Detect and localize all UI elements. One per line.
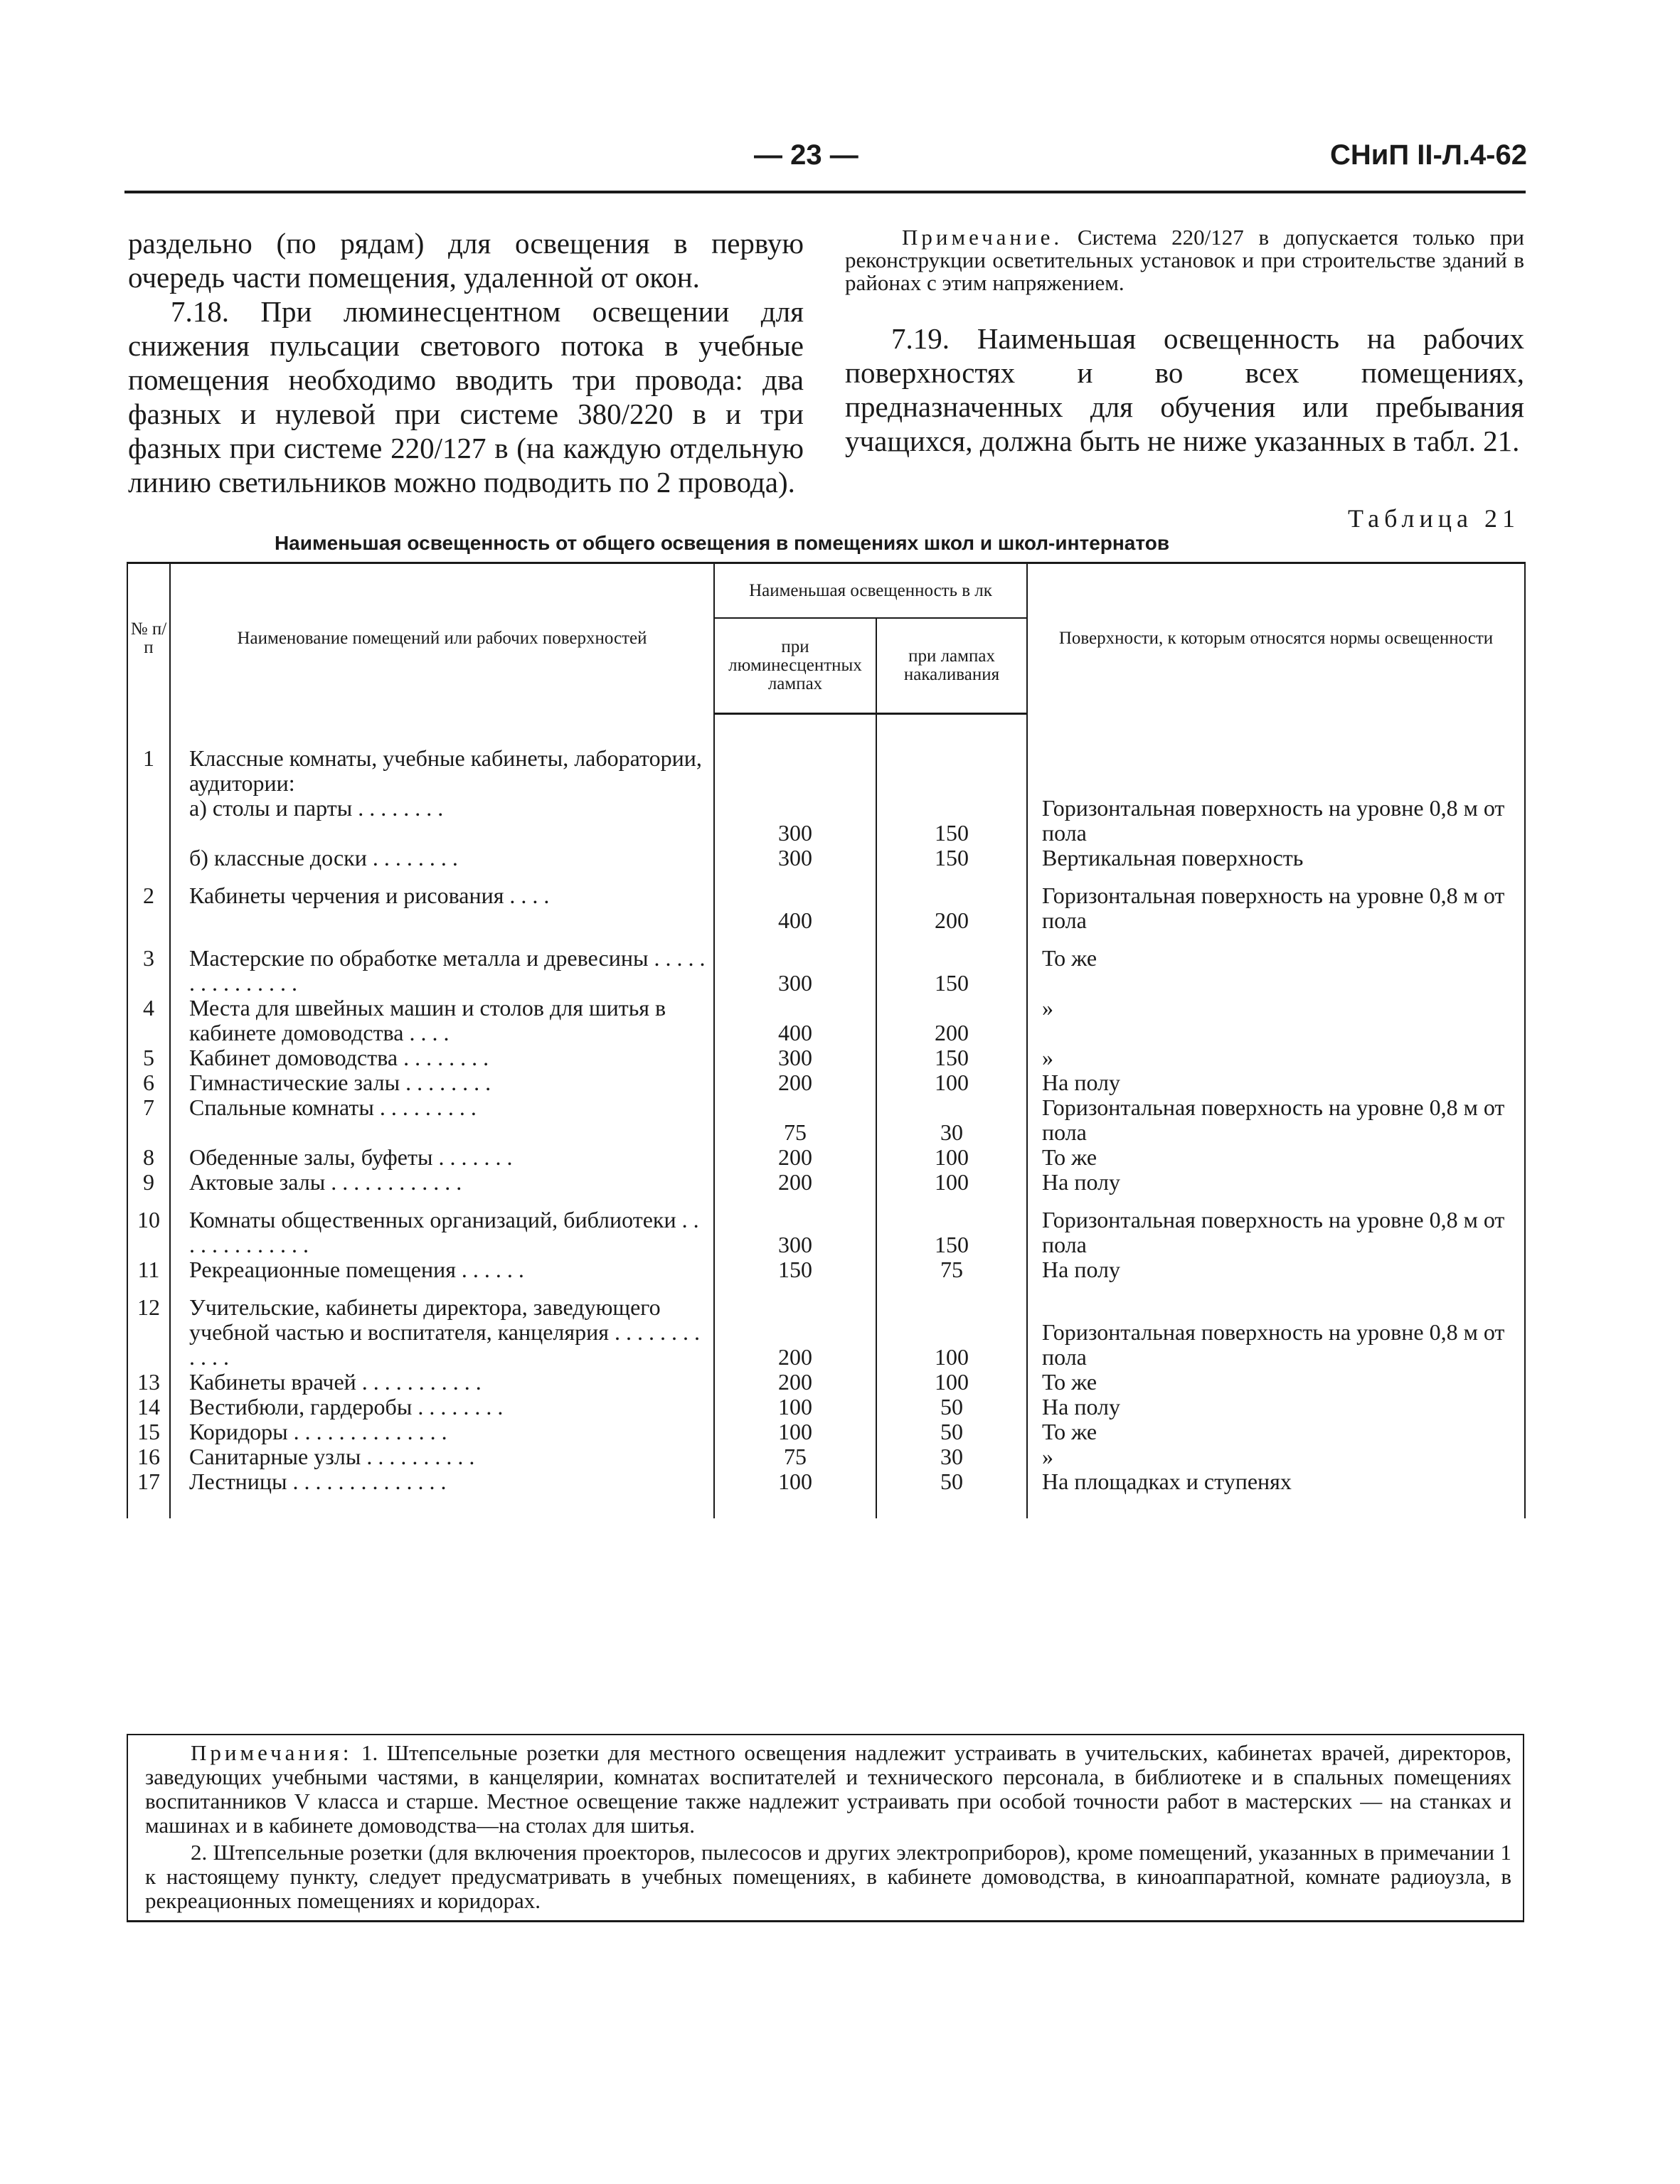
note-text: Система 220/127 в допускается только при реконструкции осветительных установок и при строительстве зданий в районах с этим напряжением. [845, 225, 1524, 295]
table-row [127, 870, 1525, 933]
table-row [127, 1070, 1525, 1095]
surface-description: » [1027, 996, 1525, 1045]
incandescent-value: 30 [876, 1095, 1027, 1145]
paragraph-continuation: раздельно (по рядам) для освещения в первую очередь части помещения, удаленной от окон. [128, 227, 804, 294]
row-number: 3 [127, 933, 170, 996]
surface-description [1027, 746, 1525, 796]
note-1 [145, 1741, 1511, 1838]
table-title: Наименьшая освещенность от общего освещения в помещениях школ и школ-интернатов [274, 532, 1170, 554]
fluorescent-value: 75 [714, 1444, 876, 1469]
table-row [127, 933, 1525, 996]
incandescent-value: 100 [876, 1170, 1027, 1195]
row-number: 15 [127, 1419, 170, 1444]
incandescent-value: 50 [876, 1469, 1027, 1494]
incandescent-value: 150 [876, 1195, 1027, 1257]
illumination-table [127, 562, 1526, 1518]
row-number: 6 [127, 1070, 170, 1095]
row-number: 17 [127, 1469, 170, 1494]
row-number: 4 [127, 996, 170, 1045]
surface-description: » [1027, 1045, 1525, 1070]
row-number: 16 [127, 1444, 170, 1469]
fluorescent-value: 300 [714, 796, 876, 846]
fluorescent-value: 400 [714, 996, 876, 1045]
surface-description: На полу [1027, 1170, 1525, 1195]
row-number: 1 [127, 746, 170, 796]
table-row [127, 846, 1525, 870]
room-name: б) классные доски . . . . . . . . [170, 846, 714, 870]
surface-description: Горизонтальная поверхность на уровне 0,8 м от пола [1027, 796, 1525, 846]
room-name: Классные комнаты, учебные кабинеты, лаборатории, аудитории: [170, 746, 714, 796]
surface-description: Горизонтальная поверхность на уровне 0,8 м от пола [1027, 1282, 1525, 1370]
right-column [845, 226, 1524, 458]
fluorescent-value: 100 [714, 1395, 876, 1419]
table-row [127, 746, 1525, 796]
header-num: № п/п [127, 563, 170, 714]
surface-description: » [1027, 1444, 1525, 1469]
fluorescent-value: 100 [714, 1469, 876, 1494]
surface-description: То же [1027, 1145, 1525, 1170]
paragraph-7-19: 7.19. Наименьшая освещенность на рабочих поверхностях и во всех помещениях, предназначенных для обучения или пребывания учащихся, должна быть не ниже указанных в табл. 21. [845, 322, 1524, 457]
fluorescent-value: 300 [714, 1045, 876, 1070]
table-row [127, 1170, 1525, 1195]
fluorescent-value: 300 [714, 933, 876, 996]
fluorescent-value: 300 [714, 846, 876, 870]
surface-description: Вертикальная поверхность [1027, 846, 1525, 870]
surface-description: То же [1027, 1419, 1525, 1444]
room-name: Коридоры . . . . . . . . . . . . . . [170, 1419, 714, 1444]
table-label: Таблица 21 [1348, 504, 1520, 533]
table-body [127, 713, 1525, 1518]
incandescent-value: 50 [876, 1395, 1027, 1419]
surface-description: То же [1027, 1370, 1525, 1395]
row-number: 9 [127, 1170, 170, 1195]
row-number: 14 [127, 1395, 170, 1419]
incandescent-value: 100 [876, 1282, 1027, 1370]
header-rule [124, 191, 1526, 193]
row-number: 11 [127, 1257, 170, 1282]
row-number [127, 796, 170, 846]
surface-description: На полу [1027, 1257, 1525, 1282]
room-name: Гимнастические залы . . . . . . . . [170, 1070, 714, 1095]
fluorescent-value: 200 [714, 1070, 876, 1095]
fluorescent-value: 200 [714, 1170, 876, 1195]
fluorescent-value: 150 [714, 1257, 876, 1282]
room-name: Места для швейных машин и столов для шитья в кабинете домоводства . . . . [170, 996, 714, 1045]
room-name: Учительские, кабинеты директора, заведующего учебной частью и воспитателя, канцелярия . . . . . . . . . . . . [170, 1282, 714, 1370]
left-column [128, 226, 804, 499]
table-row [127, 1370, 1525, 1395]
surface-description: На полу [1027, 1070, 1525, 1095]
row-number: 10 [127, 1195, 170, 1257]
notes-section [127, 1734, 1524, 1922]
document-code: СНиП II-Л.4-62 [1329, 139, 1527, 171]
fluorescent-value: 75 [714, 1095, 876, 1145]
header-incandescent: при лампах накаливания [876, 618, 1027, 713]
incandescent-value: 200 [876, 870, 1027, 933]
table-row [127, 1045, 1525, 1070]
surface-description: Горизонтальная поверхность на уровне 0,8 м от пола [1027, 870, 1525, 933]
page-number: — 23 — [754, 139, 858, 171]
row-number: 8 [127, 1145, 170, 1170]
header-surface: Поверхности, к которым относятся нормы освещенности [1027, 563, 1525, 714]
table-row [127, 796, 1525, 846]
fluorescent-value: 300 [714, 1195, 876, 1257]
surface-description: На площадках и ступенях [1027, 1469, 1525, 1494]
row-number: 2 [127, 870, 170, 933]
incandescent-value: 50 [876, 1419, 1027, 1444]
table-row [127, 1195, 1525, 1257]
room-name: Мастерские по обработке металла и древесины . . . . . . . . . . . . . . . [170, 933, 714, 996]
table-row [127, 1095, 1525, 1145]
header-fluorescent: при люминесцентных лампах [714, 618, 876, 713]
surface-description: Горизонтальная поверхность на уровне 0,8 м от пола [1027, 1095, 1525, 1145]
incandescent-value: 75 [876, 1257, 1027, 1282]
surface-description: То же [1027, 933, 1525, 996]
surface-description: Горизонтальная поверхность на уровне 0,8 м от пола [1027, 1195, 1525, 1257]
incandescent-value: 150 [876, 1045, 1027, 1070]
table-row [127, 1469, 1525, 1494]
table-row [127, 1257, 1525, 1282]
fluorescent-value: 100 [714, 1419, 876, 1444]
note-2: 2. Штепсельные розетки (для включения проекторов, пылесосов и других электроприборов), кроме помещений, указанных в примечании 1 к настоящему пункту, следует предусматривать в учебных помещениях, в кабинете домоводства, в киноаппаратной, комнате радиоузла, в рекреационных помещениях и коридорах. [145, 1840, 1511, 1913]
incandescent-value: 150 [876, 846, 1027, 870]
note-1-text: 1. Штепсельные розетки для местного освещения надлежит устраивать в учительских, кабинетах врачей, директоров, заведующих учебными частями, в канцелярии, комнатах воспитателей и технического персонала, в библиотеке и в спальных помещениях воспитанников V класса и старше. Местное освещение также надлежит устраивать при особой точности работ в мастерских — на станках и машинах и в кабинете домоводства—на столах для шитья. [145, 1740, 1512, 1838]
room-name: Обеденные залы, буфеты . . . . . . . [170, 1145, 714, 1170]
room-name: Лестницы . . . . . . . . . . . . . . [170, 1469, 714, 1494]
paragraph-7-18: 7.18. При люминесцентном освещении для снижения пульсации светового потока в учебные помещения необходимо вводить три провода: два фазных и нулевой при системе 380/220 в и три фазных при системе 220/127 в (на каждую отдельную линию светильников можно подводить по 2 провода). [128, 295, 804, 499]
incandescent-value: 100 [876, 1145, 1027, 1170]
room-name: Вестибюли, гардеробы . . . . . . . . [170, 1395, 714, 1419]
row-number [127, 846, 170, 870]
room-name: Кабинет домоводства . . . . . . . . [170, 1045, 714, 1070]
incandescent-value [876, 746, 1027, 796]
table-row [127, 1419, 1525, 1444]
table-row [127, 1395, 1525, 1419]
incandescent-value: 150 [876, 933, 1027, 996]
room-name: Комнаты общественных организаций, библиотеки . . . . . . . . . . . . . [170, 1195, 714, 1257]
incandescent-value: 200 [876, 996, 1027, 1045]
incandescent-value: 30 [876, 1444, 1027, 1469]
fluorescent-value: 200 [714, 1370, 876, 1395]
incandescent-value: 150 [876, 796, 1027, 846]
incandescent-value: 100 [876, 1070, 1027, 1095]
row-number: 5 [127, 1045, 170, 1070]
row-number: 12 [127, 1282, 170, 1370]
incandescent-value: 100 [876, 1370, 1027, 1395]
header-name: Наименование помещений или рабочих поверхностей [170, 563, 714, 714]
notes-label: Примечания: [191, 1740, 353, 1765]
row-number: 13 [127, 1370, 170, 1395]
fluorescent-value: 400 [714, 870, 876, 933]
note-paragraph [845, 226, 1524, 294]
room-name: Кабинеты врачей . . . . . . . . . . . [170, 1370, 714, 1395]
note-label: Примечание. [902, 225, 1063, 250]
table-row [127, 996, 1525, 1045]
fluorescent-value [714, 746, 876, 796]
room-name: Спальные комнаты . . . . . . . . . [170, 1095, 714, 1145]
fluorescent-value: 200 [714, 1145, 876, 1170]
table-row [127, 1145, 1525, 1170]
row-number: 7 [127, 1095, 170, 1145]
room-name: Кабинеты черчения и рисования . . . . [170, 870, 714, 933]
room-name: а) столы и парты . . . . . . . . [170, 796, 714, 846]
surface-description: На полу [1027, 1395, 1525, 1419]
fluorescent-value: 200 [714, 1282, 876, 1370]
room-name: Актовые залы . . . . . . . . . . . . [170, 1170, 714, 1195]
table-row [127, 1444, 1525, 1469]
room-name: Рекреационные помещения . . . . . . [170, 1257, 714, 1282]
header-illumination: Наименьшая освещенность в лк [714, 563, 1027, 618]
room-name: Санитарные узлы . . . . . . . . . . [170, 1444, 714, 1469]
table-row [127, 1282, 1525, 1370]
